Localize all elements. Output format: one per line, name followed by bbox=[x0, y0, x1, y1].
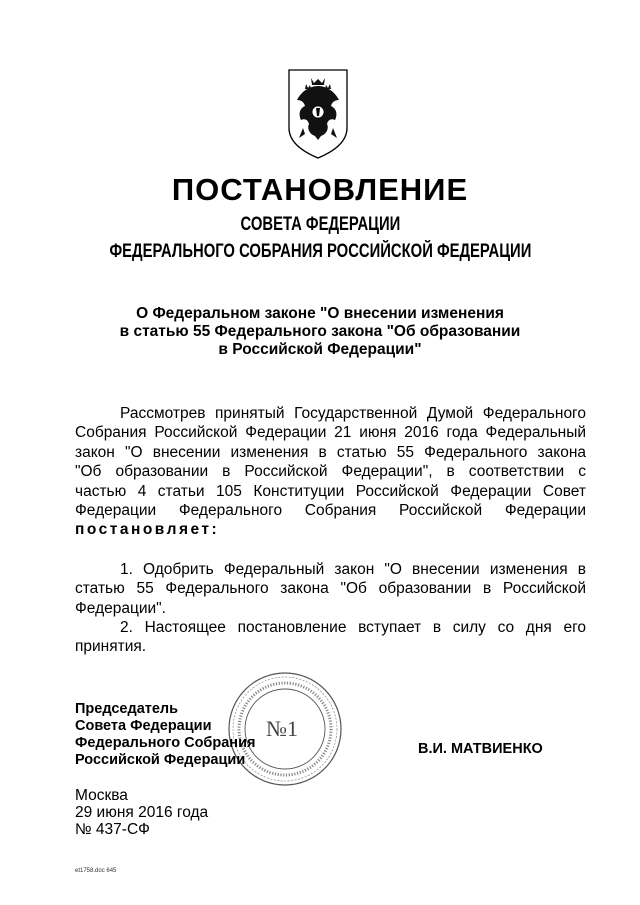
paragraph-line: принятия. bbox=[75, 638, 147, 656]
paragraph-line: 2. Настоящее постановление вступает в силу со дня его bbox=[120, 619, 586, 636]
subject-line: в Российской Федерации" bbox=[218, 341, 422, 358]
paragraph-line: 1. Одобрить Федеральный закон "О внесении изменения в bbox=[120, 561, 586, 578]
subject-line: в статью 55 Федерального закона "Об образовании bbox=[119, 323, 521, 340]
paragraph-line: Федерации Федерального Собрания Российской Федерации bbox=[75, 502, 586, 520]
paragraph-line: статью 55 Федерального закона "Об образовании в Российской bbox=[75, 580, 586, 598]
resolution-item-2 bbox=[75, 618, 586, 657]
place-date-block bbox=[75, 787, 208, 838]
signatory-line: Председатель bbox=[75, 701, 179, 717]
coat-of-arms-emblem bbox=[283, 66, 353, 160]
document-subtitle-council: СОВЕТА ФЕДЕРАЦИИ bbox=[240, 214, 400, 235]
document-number: № 437-СФ bbox=[75, 821, 150, 838]
date: 29 июня 2016 года bbox=[75, 804, 209, 821]
paragraph-line: Рассмотрев принятый Государственной Думой Федерального bbox=[120, 405, 586, 422]
subject-line: О Федеральном законе "О внесении изменения bbox=[136, 305, 504, 322]
resolution-item-1 bbox=[75, 560, 586, 618]
document-subtitle-assembly: ФЕДЕРАЛЬНОГО СОБРАНИЯ РОССИЙСКОЙ ФЕДЕРАЦИИ bbox=[109, 241, 531, 262]
paragraph-line: "Об образовании в Российской Федерации", в соответствии с bbox=[75, 463, 586, 481]
paragraph-line: Собрания Российской Федерации 21 июня 2016 года Федеральный bbox=[75, 424, 586, 442]
file-code: et1758.doc 645 bbox=[75, 868, 117, 874]
signatory-title bbox=[75, 701, 255, 769]
signatory-line: Российской Федерации bbox=[75, 752, 246, 768]
seal-number: №1 bbox=[266, 716, 298, 741]
document-title: ПОСТАНОВЛЕНИЕ bbox=[171, 172, 469, 207]
signatory-line: Федерального Собрания bbox=[75, 735, 256, 751]
resolves-word: постановляет: bbox=[75, 521, 220, 539]
city: Москва bbox=[75, 787, 128, 804]
document-subject bbox=[60, 305, 580, 359]
signatory-line: Совета Федерации bbox=[75, 718, 212, 734]
signatory-name: В.И. МАТВИЕНКО bbox=[418, 741, 543, 757]
paragraph-line: закон "О внесении изменения в статью 55 Федерального закона bbox=[75, 443, 586, 461]
paragraph-line: частью 4 статьи 105 Конституции Российской Федерации Совет bbox=[75, 482, 586, 500]
preamble-paragraph bbox=[75, 404, 586, 540]
paragraph-line: Федерации". bbox=[75, 599, 166, 617]
